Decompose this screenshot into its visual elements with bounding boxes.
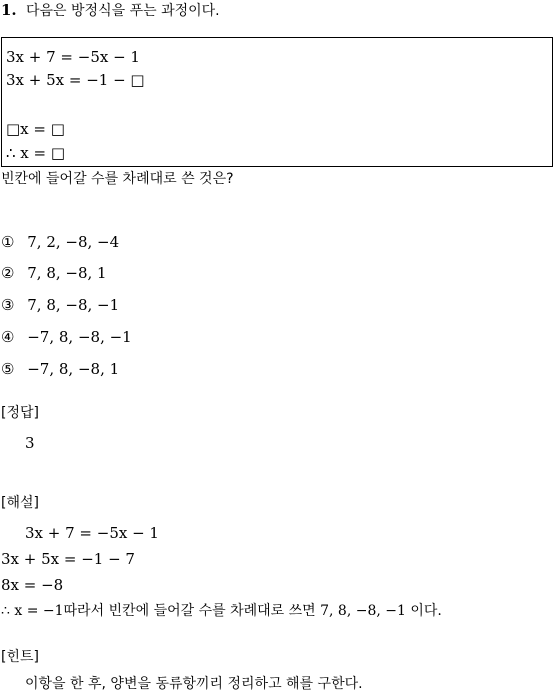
hint-text: 이항을 한 후, 양변을 동류항끼리 정리하고 해를 구한다. — [25, 676, 363, 692]
explanation-line-3: 8x = −8 — [1, 576, 64, 594]
hint-header: [힌트] — [1, 649, 39, 665]
choice-5[interactable] — [1, 362, 119, 377]
choice-marker: ⑤ — [1, 360, 15, 378]
solution-line-2: 3x + 5x = −1 − □ — [6, 71, 145, 89]
choice-text: −7, 8, −8, 1 — [27, 360, 120, 378]
choice-marker: ② — [1, 264, 15, 282]
choice-1[interactable] — [1, 235, 119, 250]
answer-value: 3 — [25, 434, 35, 452]
choice-marker: ③ — [1, 296, 15, 314]
choice-marker: ① — [1, 233, 15, 251]
choice-text: 7, 2, −8, −4 — [27, 233, 120, 251]
explanation-header: [해설] — [1, 495, 39, 511]
solution-line-4: □x = □ — [6, 120, 65, 138]
choice-marker: ④ — [1, 328, 15, 346]
question-tail: 빈칸에 들어갈 수를 차례대로 쓴 것은? — [1, 171, 234, 187]
solution-line-1: 3x + 7 = −5x − 1 — [6, 48, 140, 66]
choice-4[interactable] — [1, 330, 132, 345]
answer-header: [정답] — [1, 405, 39, 421]
question-number: 1. — [1, 1, 17, 19]
choice-3[interactable] — [1, 298, 119, 313]
explanation-line-4: ∴ x = −1따라서 빈칸에 들어갈 수를 차례대로 쓰면 7, 8, −8, −1 이다. — [1, 603, 442, 619]
choice-text: 7, 8, −8, 1 — [27, 264, 107, 282]
explanation-line-1: 3x + 7 = −5x − 1 — [25, 524, 159, 542]
choice-text: 7, 8, −8, −1 — [27, 296, 120, 314]
choice-text: −7, 8, −8, −1 — [27, 328, 132, 346]
choice-2[interactable] — [1, 266, 107, 281]
question-prompt: 다음은 방정식을 푸는 과정이다. — [26, 3, 220, 19]
solution-line-5: ∴ x = □ — [6, 144, 66, 162]
explanation-line-2: 3x + 5x = −1 − 7 — [1, 550, 135, 568]
